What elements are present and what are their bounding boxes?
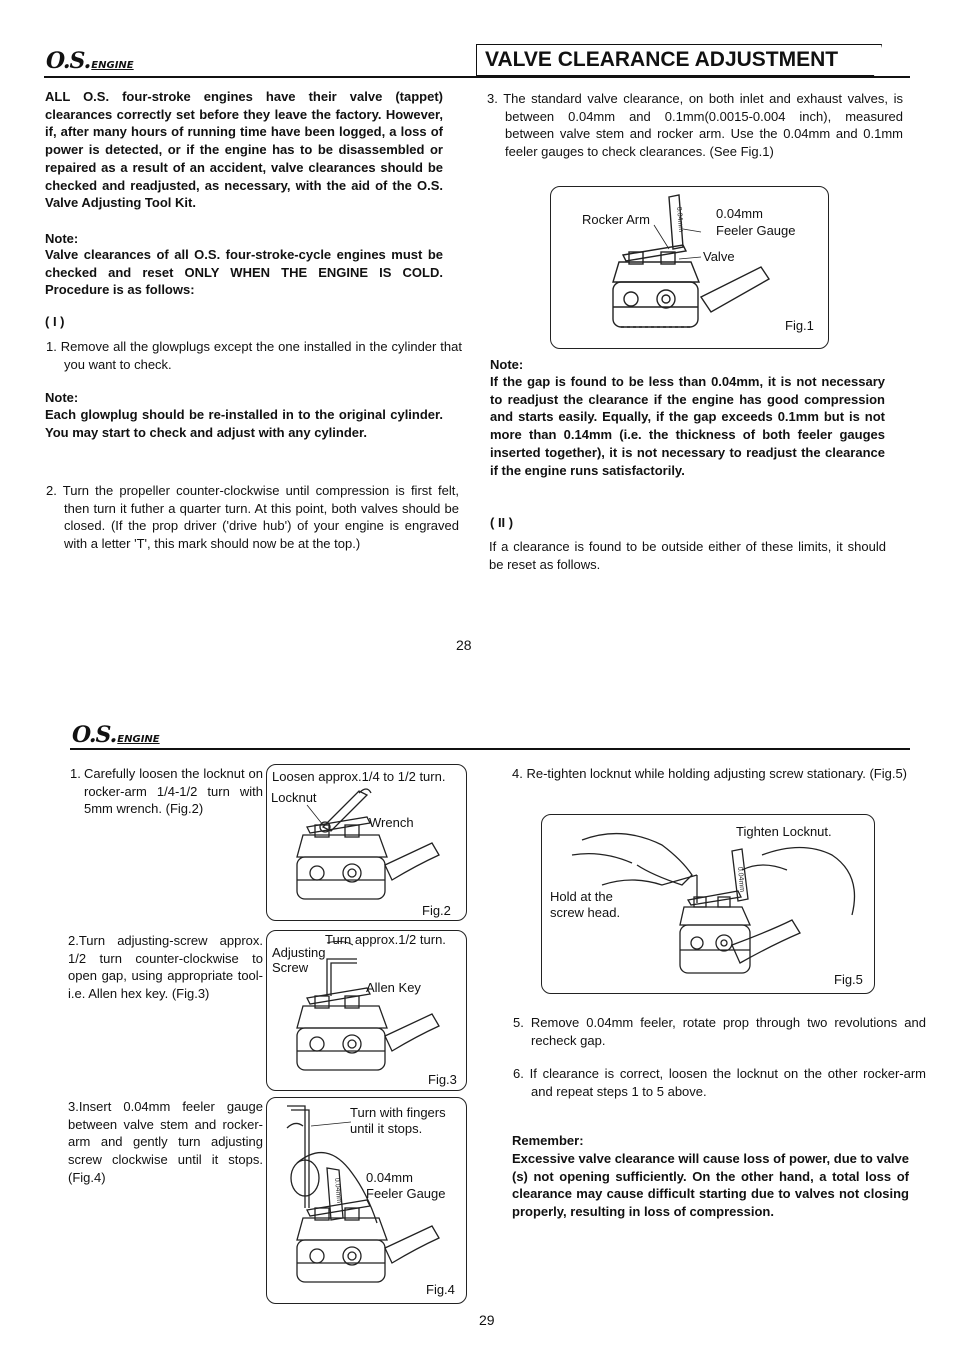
p29-step1-text: Carefully loosen the locknut on rocker-arm 1/4-1/2 turn with 5mm wrench. (Fig.2) [84,766,263,817]
p29-step2-text: 2.Turn adjusting-screw approx. 1/2 turn counter-clockwise to open gap, using appropriate tool-i.e. Allen hex key. (Fig.3) [68,933,263,1002]
brand-text-29: O.S. [72,722,117,748]
remember-body: Excessive valve clearance will cause loss of power, due to valve (s) not opening sufficiently. On the other hand, a total loss of clearance may cause difficult starting due to valves not closing properly, resulting in loss of compression. [512,1151,909,1220]
fig1-rocker-arm-label: Rocker Arm [582,212,650,227]
limits-paragraph: If a clearance is found to be outside either of these limits, it should be reset as follows. [489,539,886,572]
fig2-caption: Fig.2 [422,903,451,918]
section-i-heading: ( I ) [45,314,65,329]
p29-step3-text: 3.Insert 0.04mm feeler gauge between valve stem and rocker-arm and gently turn adjusting screw clockwise until it stops. (Fig.4) [68,1099,263,1185]
fig5-caption: Fig.5 [834,972,863,987]
fig1-caption: Fig.1 [785,318,814,333]
step1-number: 1. [70,766,81,781]
fig5-hold-label-line1: Hold at the [550,889,613,904]
fig3-adjusting-label-line1: Adjusting [272,945,326,960]
intro-paragraph: ALL O.S. four-stroke engines have their valve (tappet) clearances correctly set before they leave the factory. However, if, after many hours of running time have been logged, a loss of power is detected, or if the engine has to be disassembled or repaired as a result of an accident, valve clearances should be checked and readjusted, as necessary, with the aid of the O.S. Valve Adjusting Tool Kit. [45,89,443,211]
fig3-turn-label: Turn approx.1/2 turn. [325,932,446,947]
fig5-hold-label-line2: screw head. [550,905,621,920]
step1-text: 1. Remove all the glowplugs except the one installed in the cylinder that you want to check. [46,339,462,372]
step2-text: 2. Turn the propeller counter-clockwise until compression is first felt, then turn it futher a quarter turn. At this point, both valves should be closed. (If the prop driver ('drive hub') of your engine is engraved with a letter 'T', this mark should now be at the top.) [46,483,459,552]
fig2-wrench-label: Wrench [369,815,414,830]
fig5-tighten-label: Tighten Locknut. [736,824,832,839]
figure-4 [266,1097,467,1304]
step3-text: 3. The standard valve clearance, on both inlet and exhaust valves, is between 0.04mm and 0.1mm(0.0015-0.004 inch), measured between valve stem and rocker arm. Use the 0.04mm and 0.1mm feeler gauges to check clearances. (See Fig.1) [487,91,903,160]
header-rule [44,76,910,78]
page-number-28: 28 [456,637,472,653]
fig1-gauge-marking: 0.04mm [675,206,685,233]
fig4-turn-label-line1: Turn with fingers [350,1105,446,1120]
section-ii-heading: ( II ) [490,515,514,530]
fig1-valve-label: Valve [703,249,735,264]
figure-1 [550,186,829,349]
fig3-allen-key-label: Allen Key [366,980,421,995]
note3-heading: Note: [490,357,524,372]
fig5-gauge-marking: 0.04mm [736,866,746,893]
fig4-turn-label-line2: until it stops. [350,1121,423,1136]
fig3-caption: Fig.3 [428,1072,457,1087]
page-number-29: 29 [479,1312,495,1328]
fig4-caption: Fig.4 [426,1282,455,1297]
fig2-locknut-label: Locknut [271,790,317,805]
figure-5 [541,814,875,994]
p29-step4-text: 4. Re-tighten locknut while holding adjusting screw stationary. (Fig.5) [512,766,908,781]
fig4-gauge-label-line2: Feeler Gauge [366,1186,446,1201]
os-engine-logo [46,48,134,74]
page-title: VALVE CLEARANCE ADJUSTMENT [476,44,882,76]
figure-2 [266,764,467,921]
note1-heading: Note: [45,231,79,246]
fig1-gauge-label-line2: Feeler Gauge [716,223,796,238]
fig4-gauge-label-line1: 0.04mm [366,1170,413,1185]
figure-3 [266,930,467,1091]
fig1-gauge-label-line1: 0.04mm [716,206,763,221]
note1-body: Valve clearances of all O.S. four-stroke-cycle engines must be checked and reset ONLY WHEN THE ENGINE IS COLD. Procedure is as follows: [45,247,443,298]
p29-step5-text: 5. Remove 0.04mm feeler, rotate prop through two revolutions and recheck gap. [513,1015,926,1048]
brand-sub-text-29: ENGINE [117,734,160,745]
p29-step6-text: 6. If clearance is correct, loosen the locknut on the other rocker-arm and repeat steps 1 to 5 above. [513,1066,926,1099]
os-engine-logo-29 [72,722,160,748]
brand-sub-text: ENGINE [91,60,134,71]
fig3-adjusting-label-line2: Screw [272,960,309,975]
brand-text: O.S. [46,48,91,74]
header-rule-29 [70,748,910,750]
note2-heading: Note: [45,390,79,405]
fig2-loosen-label: Loosen approx.1/4 to 1/2 turn. [272,769,446,784]
note3-body: If the gap is found to be less than 0.04mm, it is not necessary to readjust the clearance if the engine has good compression and starts easily. Equally, if the gap exceeds 0.1mm but is not more than 0.14mm (i.e. the thickness of both feeler gauges inserted together), it is not necessary to readjust the clearance if the engine runs satisfactorily. [490,374,885,478]
engine-wrench-illustration [267,765,468,922]
note2-body: Each glowplug should be re-installed in to the original cylinder. You may start to check and adjust with any cylinder. [45,407,443,440]
remember-heading: Remember: [512,1133,584,1148]
fig4-gauge-marking: 0.04mm [333,1177,343,1204]
